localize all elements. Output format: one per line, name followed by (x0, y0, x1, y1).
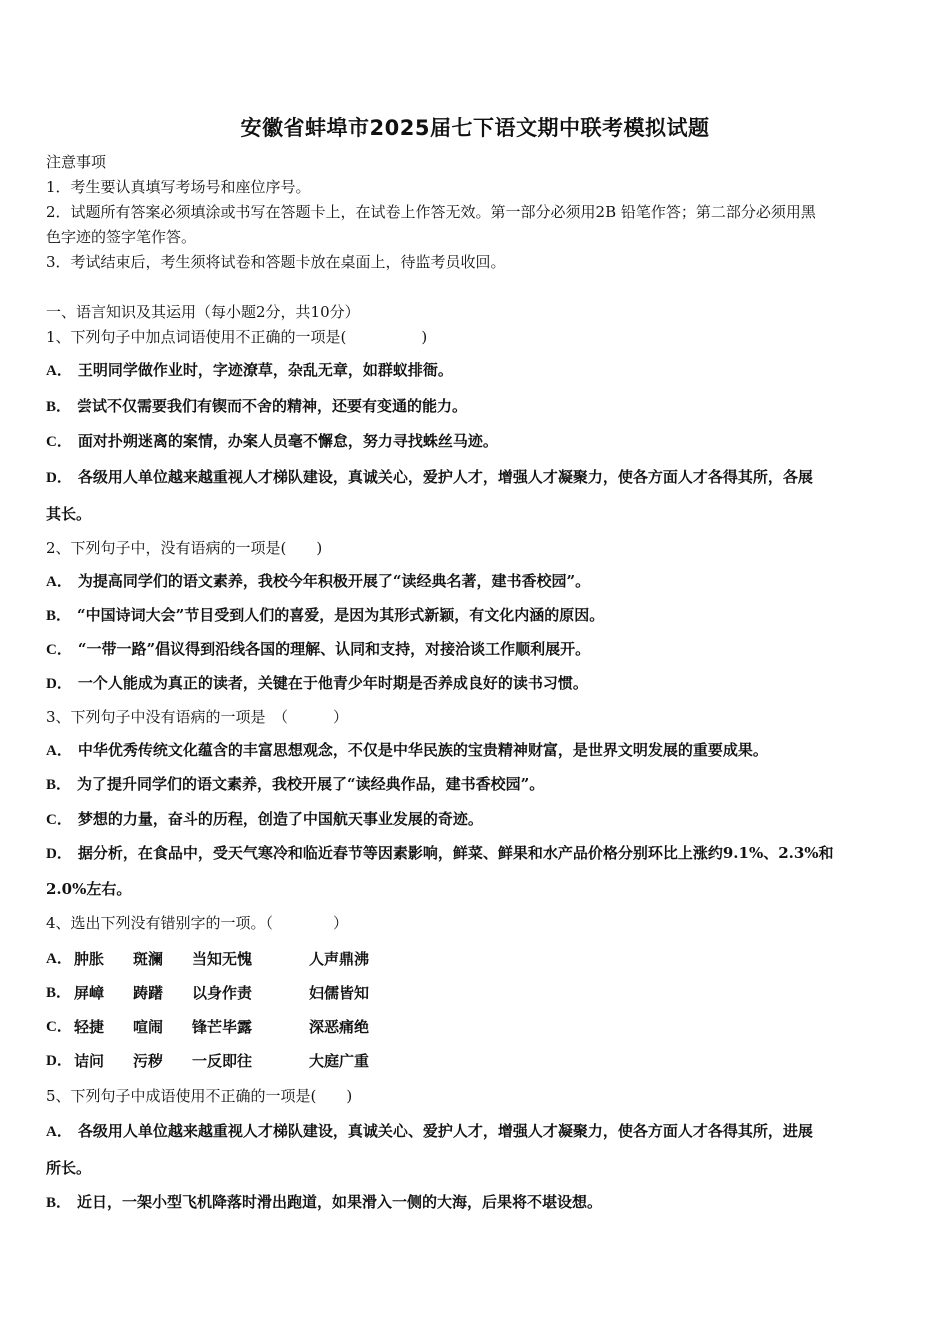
option-word: 轻捷 (74, 1018, 105, 1036)
option-letter: D． (46, 1053, 72, 1069)
option-text: 尝试不仅需要我们有锲而不舍的精神，还要有变通的能力。 (77, 397, 468, 415)
option-text: 中华优秀传统文化蕴含的丰富思想观念，不仅是中华民族的宝贵精神财富，是世界文明发展的重要成果。 (77, 741, 768, 759)
option-text: “一带一路”倡议得到沿线各国的理解、认同和支持，对接洽谈工作顺利展开。 (77, 640, 591, 658)
option-letter: C． (46, 1019, 72, 1035)
section-heading: 一、语言知识及其运用（每小题2分，共10分） (46, 303, 360, 321)
option-letter: C． (46, 434, 72, 450)
question-2-option-b (46, 605, 908, 626)
option-letter: C． (46, 812, 72, 828)
question-3-option-a (46, 740, 908, 761)
option-text: 面对扑朔迷离的案情，办案人员毫不懈怠，努力寻找蛛丝马迹。 (77, 432, 498, 450)
option-text: 各级用人单位越来越重视人才梯队建设，真诚关心、爱护人才，增强人才凝聚力，使各方面人才各得其所，进展 (77, 1122, 813, 1140)
option-letter: A． (46, 574, 72, 590)
option-text: 近日，一架小型飞机降落时滑出跑道，如果滑入一侧的大海，后果将不堪设想。 (77, 1193, 603, 1211)
option-letter: A． (46, 1124, 72, 1140)
option-letter: D． (46, 846, 72, 862)
option-word: 污秽 (133, 1052, 164, 1070)
notice-item-1: 1．考生要认真填写考场号和座位序号。 (46, 178, 311, 196)
option-word: 以身作责 (192, 984, 253, 1002)
question-5-option-b (46, 1192, 908, 1213)
question-5-stem: 5、下列句子中成语使用不正确的一项是( ) (46, 1087, 353, 1105)
notice-item-2: 2．试题所有答案必须填涂或书写在答题卡上，在试卷上作答无效。第一部分必须用2B 铅笔作答；第二部分必须用黑 (46, 203, 816, 221)
notice-item-3: 3．考试结束后，考生须将试卷和答题卡放在桌面上，待监考员收回。 (46, 253, 506, 271)
option-letter: B． (46, 399, 72, 415)
option-word: 斑澜 (133, 950, 164, 968)
question-5-option-a-cont: 所长。 (46, 1159, 92, 1177)
option-letter: C． (46, 642, 72, 658)
option-word: 诘问 (74, 1052, 105, 1070)
option-text: 为了提升同学们的语文素养，我校开展了“读经典作品，建书香校园”。 (77, 775, 545, 793)
option-word: 肿胀 (74, 950, 105, 968)
notice-item-2-cont: 色字迹的签字笔作答。 (46, 228, 197, 246)
question-4-stem: 4、选出下列没有错别字的一项。（ ） (46, 914, 349, 932)
option-word: 当知无愧 (192, 950, 253, 968)
question-2-option-c (46, 639, 908, 660)
option-letter: B． (46, 777, 72, 793)
option-word: 妇儒皆知 (309, 984, 370, 1002)
question-5-option-a (46, 1121, 908, 1142)
page-title: 安徽省蚌埠市2025届七下语文期中联考模拟试题 (240, 116, 710, 140)
question-3-stem: 3、下列句子中没有语病的一项是 （ ） (46, 708, 349, 726)
option-text: 王明同学做作业时，字迹潦草，杂乱无章，如群蚁排衙。 (77, 361, 453, 379)
option-text: 各级用人单位越来越重视人才梯队建设，真诚关心，爱护人才，增强人才凝聚力，使各方面人才各得其所，各展 (77, 468, 813, 486)
option-word: 踌躇 (133, 984, 164, 1002)
question-3-option-d (46, 843, 908, 864)
option-letter: D． (46, 470, 72, 486)
option-letter: B． (46, 608, 72, 624)
option-text: 梦想的力量，奋斗的历程，创造了中国航天事业发展的奇迹。 (77, 810, 483, 828)
option-word: 一反即往 (192, 1052, 253, 1070)
option-letter: A． (46, 363, 72, 379)
option-text: 一个人能成为真正的读者，关键在于他青少年时期是否养成良好的读书习惯。 (77, 674, 588, 692)
question-1-option-a (46, 360, 908, 381)
option-letter: D． (46, 676, 72, 692)
option-word: 屏嶂 (74, 984, 105, 1002)
option-letter: A． (46, 743, 72, 759)
question-3-option-d-cont: 2.0%左右。 (46, 880, 132, 898)
option-word: 喧闹 (133, 1018, 164, 1036)
option-word: 大庭广重 (309, 1052, 370, 1070)
option-word: 锋芒毕露 (192, 1018, 253, 1036)
question-1-stem: 1、下列句子中加点词语使用不正确的一项是( ) (46, 328, 428, 346)
notice-heading: 注意事项 (46, 153, 107, 171)
option-letter: B． (46, 1195, 72, 1211)
question-2-option-a (46, 571, 908, 592)
question-3-option-c (46, 809, 908, 830)
question-1-option-b (46, 396, 908, 417)
question-1-option-d-cont: 其长。 (46, 505, 92, 523)
option-word: 深恶痛绝 (309, 1018, 370, 1036)
question-1-option-c (46, 431, 908, 452)
option-letter: A． (46, 951, 72, 967)
question-3-option-b (46, 774, 908, 795)
option-text: “中国诗词大会”节目受到人们的喜爱，是因为其形式新颖，有文化内涵的原因。 (77, 606, 605, 624)
option-letter: B． (46, 985, 72, 1001)
question-2-option-d (46, 673, 908, 694)
option-word: 人声鼎沸 (309, 950, 370, 968)
question-2-stem: 2、下列句子中，没有语病的一项是( ) (46, 539, 323, 557)
option-text: 据分析，在食品中，受天气寒冷和临近春节等因素影响，鲜菜、鲜果和水产品价格分别环比上涨约9.1%、2.3%和 (77, 844, 834, 862)
option-text: 为提高同学们的语文素养，我校今年积极开展了“读经典名著，建书香校园”。 (77, 572, 591, 590)
question-1-option-d (46, 467, 908, 488)
